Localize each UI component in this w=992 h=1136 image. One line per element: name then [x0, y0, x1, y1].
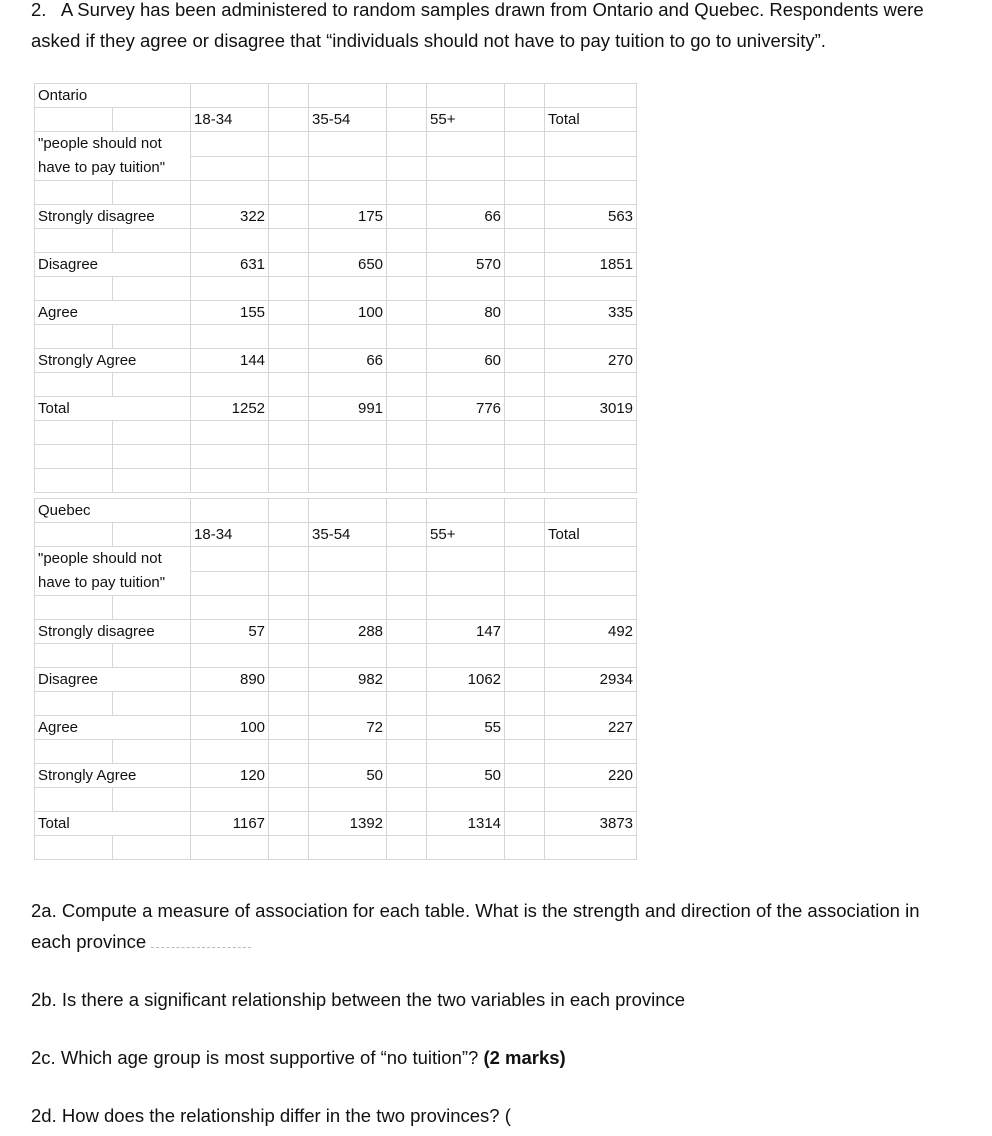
table-row	[35, 620, 637, 644]
cell-total: 270	[545, 349, 637, 373]
cell-value: 322	[191, 205, 269, 229]
cell-value: 776	[427, 397, 505, 421]
cell-value: 982	[309, 668, 387, 692]
cell-value: 155	[191, 301, 269, 325]
cell-value: 66	[309, 349, 387, 373]
cell-value: 1392	[309, 812, 387, 836]
col-header: 35-54	[309, 108, 387, 132]
cell-total: 3873	[545, 812, 637, 836]
row-label: Total	[35, 812, 191, 836]
cell-value: 57	[191, 620, 269, 644]
cell-value: 1252	[191, 397, 269, 421]
cell-value: 175	[309, 205, 387, 229]
item-label: "people should not have to pay tuition"	[35, 547, 191, 596]
question-text: A Survey has been administered to random samples drawn from Ontario and Quebec. Respondents were asked if they agree or disagree that “individuals should not have to pay tuition to go to university”.	[31, 0, 924, 51]
subquestion-2c	[31, 1042, 931, 1073]
faint-mark	[151, 935, 251, 948]
row-label: Strongly Agree	[35, 349, 191, 373]
cell-total: 227	[545, 716, 637, 740]
cell-value: 72	[309, 716, 387, 740]
cell-value: 890	[191, 668, 269, 692]
table-row	[35, 668, 637, 692]
subquestion-text: 2a. Compute a measure of association for each table. What is the strength and direction of the association in each province	[31, 900, 920, 952]
cell-total: 492	[545, 620, 637, 644]
subquestion-text: 2d. How does the relationship differ in the two provinces? (	[31, 1105, 511, 1126]
cell-value: 1062	[427, 668, 505, 692]
subquestion-2d	[31, 1100, 931, 1131]
cell-value: 631	[191, 253, 269, 277]
cell-value: 50	[427, 764, 505, 788]
cell-total: 3019	[545, 397, 637, 421]
col-header: Total	[545, 108, 637, 132]
cell-value: 50	[309, 764, 387, 788]
cell-value: 60	[427, 349, 505, 373]
province-label: Ontario	[35, 84, 191, 108]
table-row	[35, 764, 637, 788]
cell-total: 1851	[545, 253, 637, 277]
cell-value: 991	[309, 397, 387, 421]
table-row	[35, 812, 637, 836]
row-label: Total	[35, 397, 191, 421]
province-label: Quebec	[35, 499, 191, 523]
cell-value: 1167	[191, 812, 269, 836]
ontario-table	[34, 83, 637, 493]
cell-total: 335	[545, 301, 637, 325]
cell-value: 1314	[427, 812, 505, 836]
subquestion-text: 2c. Which age group is most supportive of “no tuition”?	[31, 1047, 479, 1068]
cell-value: 650	[309, 253, 387, 277]
subquestion-text: 2b. Is there a significant relationship between the two variables in each province	[31, 989, 686, 1010]
col-header: 18-34	[191, 523, 269, 547]
table-row	[35, 397, 637, 421]
cell-value: 55	[427, 716, 505, 740]
row-label: Agree	[35, 301, 191, 325]
subquestion-2b	[31, 984, 931, 1015]
row-label: Strongly disagree	[35, 620, 191, 644]
cell-value: 147	[427, 620, 505, 644]
col-header: Total	[545, 523, 637, 547]
table-row	[35, 253, 637, 277]
table-row	[35, 349, 637, 373]
cell-value: 100	[309, 301, 387, 325]
col-header: 35-54	[309, 523, 387, 547]
row-label: Disagree	[35, 668, 191, 692]
row-label: Agree	[35, 716, 191, 740]
row-label: Strongly Agree	[35, 764, 191, 788]
cell-total: 2934	[545, 668, 637, 692]
cell-value: 80	[427, 301, 505, 325]
row-label: Disagree	[35, 253, 191, 277]
cell-value: 100	[191, 716, 269, 740]
cell-value: 66	[427, 205, 505, 229]
question-number: 2.	[31, 0, 47, 20]
cell-total: 563	[545, 205, 637, 229]
subquestion-2a	[31, 895, 931, 957]
question-intro	[31, 0, 971, 56]
table-row	[35, 716, 637, 740]
cell-value: 288	[309, 620, 387, 644]
marks-label: (2 marks)	[483, 1047, 566, 1068]
table-row	[35, 301, 637, 325]
col-header: 18-34	[191, 108, 269, 132]
quebec-table	[34, 498, 637, 860]
cell-value: 120	[191, 764, 269, 788]
cell-value: 570	[427, 253, 505, 277]
col-header: 55+	[427, 523, 505, 547]
cell-value: 144	[191, 349, 269, 373]
table-row	[35, 205, 637, 229]
row-label: Strongly disagree	[35, 205, 191, 229]
cell-total: 220	[545, 764, 637, 788]
col-header: 55+	[427, 108, 505, 132]
item-label: "people should not have to pay tuition"	[35, 132, 191, 181]
